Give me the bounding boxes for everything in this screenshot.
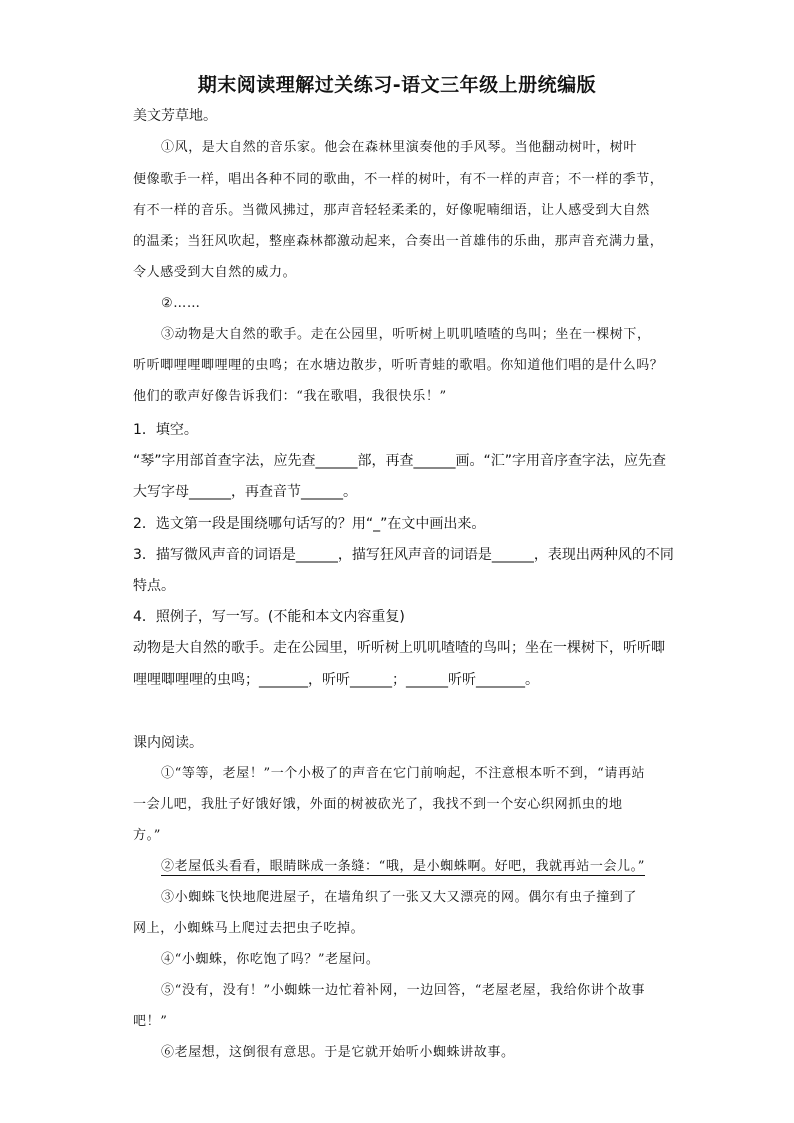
page-title: 期末阅读理解过关练习-语文三年级上册统编版 [197,74,597,96]
passage-line: 听听唧哩哩唧哩哩的虫鸣；在水塘边散步，听听青蛙的歌唱。你知道他们唱的是什么吗？ [133,358,664,373]
question-1-heading: 1．填空。 [133,422,198,438]
passage-line: 有不一样的音乐。当微风拂过，那声音轻轻柔柔的，好像呢喃细语，让人感受到大自然 [133,203,650,218]
question-line: “琴”字用部首查字法，应先查______部，再查______画。“汇”字用音序查字法，应先查 [133,453,667,469]
passage-line: ②…… [161,296,201,311]
question-line: 大写字母______，再查音节______。 [133,484,357,500]
passage-line: ④“小蜘蛛，你吃饱了吗？”老屋问。 [161,952,380,967]
passage-line: 一会儿吧，我肚子好饿好饿，外面的树被砍光了，我找不到一个安心织网抓虫的地 [133,797,623,812]
passage-line: 令人感受到大自然的威力。 [133,265,297,280]
passage-line: ③小蜘蛛飞快地爬进屋子，在墙角织了一张又大又漂亮的网。偶尔有虫子撞到了 [161,890,638,905]
passage-line: ①“等等，老屋！”一个小极了的声音在它门前响起，不注意根本听不到，“请再站 [161,766,646,781]
passage-line: 网上，小蜘蛛马上爬过去把虫子吃掉。 [133,921,365,936]
passage-line: ①风，是大自然的音乐家。他会在森林里演奏他的手风琴。当他翻动树叶，树叶 [161,140,638,155]
passage-line: ③动物是大自然的歌手。走在公园里，听听树上叽叽喳喳的鸟叫；坐在一棵树下， [161,327,651,342]
passage-line: ⑥老屋想，这倒很有意思。于是它就开始听小蜘蛛讲故事。 [161,1045,515,1060]
question-4: 4．照例子，写一写。(不能和本文内容重复) [133,609,405,625]
question-line: 特点。 [133,578,175,594]
question-3: 3．描写微风声音的词语是______，描写狂风声音的词语是______，表现出两种风的不同 [133,547,674,563]
passage-line-underlined [161,857,706,877]
passage-line: 便像歌手一样，唱出各种不同的歌曲，不一样的树叶，有不一样的声音；不一样的季节， [133,172,664,187]
section-heading-reading-1: 美文芳草地。 [133,108,217,124]
question-2: 2．选文第一段是围绕哪句话写的？用“_”在文中画出来。 [133,516,486,532]
passage-line: 吧！” [133,1014,168,1029]
passage-line: 的温柔；当狂风吹起，整座森林都激动起来，合奏出一首雄伟的乐曲，那声音充满力量， [133,234,664,249]
section-heading-reading-2: 课内阅读。 [133,735,203,751]
question-line: 动物是大自然的歌手。走在公园里，听听树上叽叽喳喳的鸟叫；坐在一棵树下，听听唧 [133,640,665,656]
passage-line: 方。” [133,828,161,843]
underlined-sentence: ②老屋低头看看，眼睛眯成一条缝：“哦，是小蜘蛛啊。好吧，我就再站一会儿。” [161,859,645,874]
passage-line: ⑤“没有，没有！”小蜘蛛一边忙着补网，一边回答，“老屋老屋，我给你讲个故事 [161,983,646,998]
question-line: 哩哩唧哩哩的虫鸣；_______，听听______；______听听_______。 [133,672,539,688]
passage-line: 他们的歌声好像告诉我们：“我在歌唱，我很快乐！” [133,389,447,404]
